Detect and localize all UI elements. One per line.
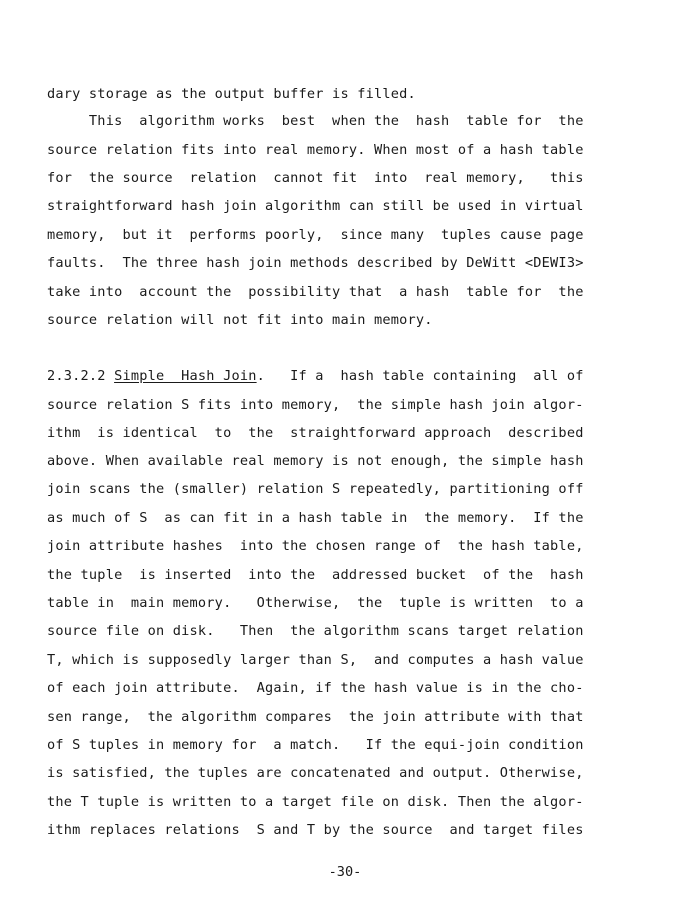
text-line: T, which is supposedly larger than S, and computes a hash value xyxy=(47,652,584,668)
text-line: source file on disk. Then the algorithm scans target relation xyxy=(47,623,584,639)
text-line: source relation S fits into memory, the simple hash join algor- xyxy=(47,397,584,413)
text-line: This algorithm works best when the hash table for the xyxy=(47,113,584,129)
text-line: ithm is identical to the straightforward approach described xyxy=(47,425,584,441)
section-heading-line xyxy=(47,368,584,384)
section-heading-rest: . If a hash table containing all of xyxy=(256,368,584,384)
section-title: Simple Hash Join xyxy=(114,368,257,384)
text-line: memory, but it performs poorly, since many tuples cause page xyxy=(47,227,584,243)
section-number: 2.3.2.2 xyxy=(47,368,115,384)
text-line: source relation will not fit into main memory. xyxy=(47,312,433,328)
text-line: faults. The three hash join methods described by DeWitt <DEWI3> xyxy=(47,255,584,271)
text-line: sen range, the algorithm compares the join attribute with that xyxy=(47,709,584,725)
text-line: ithm replaces relations S and T by the source and target files xyxy=(47,822,584,838)
page-number: -30- xyxy=(328,864,362,880)
text-line: of each join attribute. Again, if the hash value is in the cho- xyxy=(47,680,584,696)
text-line: of S tuples in memory for a match. If the equi-join condition xyxy=(47,737,584,753)
text-line: straightforward hash join algorithm can still be used in virtual xyxy=(47,198,584,214)
text-line: for the source relation cannot fit into real memory, this xyxy=(47,170,584,186)
text-line: join scans the (smaller) relation S repeatedly, partitioning off xyxy=(47,481,584,497)
text-line: is satisfied, the tuples are concatenated and output. Otherwise, xyxy=(47,765,584,781)
text-line: take into account the possibility that a hash table for the xyxy=(47,284,584,300)
text-line: source relation fits into real memory. When most of a hash table xyxy=(47,142,584,158)
text-line: the T tuple is written to a target file on disk. Then the algor- xyxy=(47,794,584,810)
text-line: above. When available real memory is not enough, the simple hash xyxy=(47,453,584,469)
text-line: as much of S as can fit in a hash table in the memory. If the xyxy=(47,510,584,526)
text-line: dary storage as the output buffer is filled. xyxy=(47,86,416,102)
text-line: the tuple is inserted into the addressed bucket of the hash xyxy=(47,567,584,583)
text-line: join attribute hashes into the chosen range of the hash table, xyxy=(47,538,584,554)
text-line: table in main memory. Otherwise, the tuple is written to a xyxy=(47,595,584,611)
